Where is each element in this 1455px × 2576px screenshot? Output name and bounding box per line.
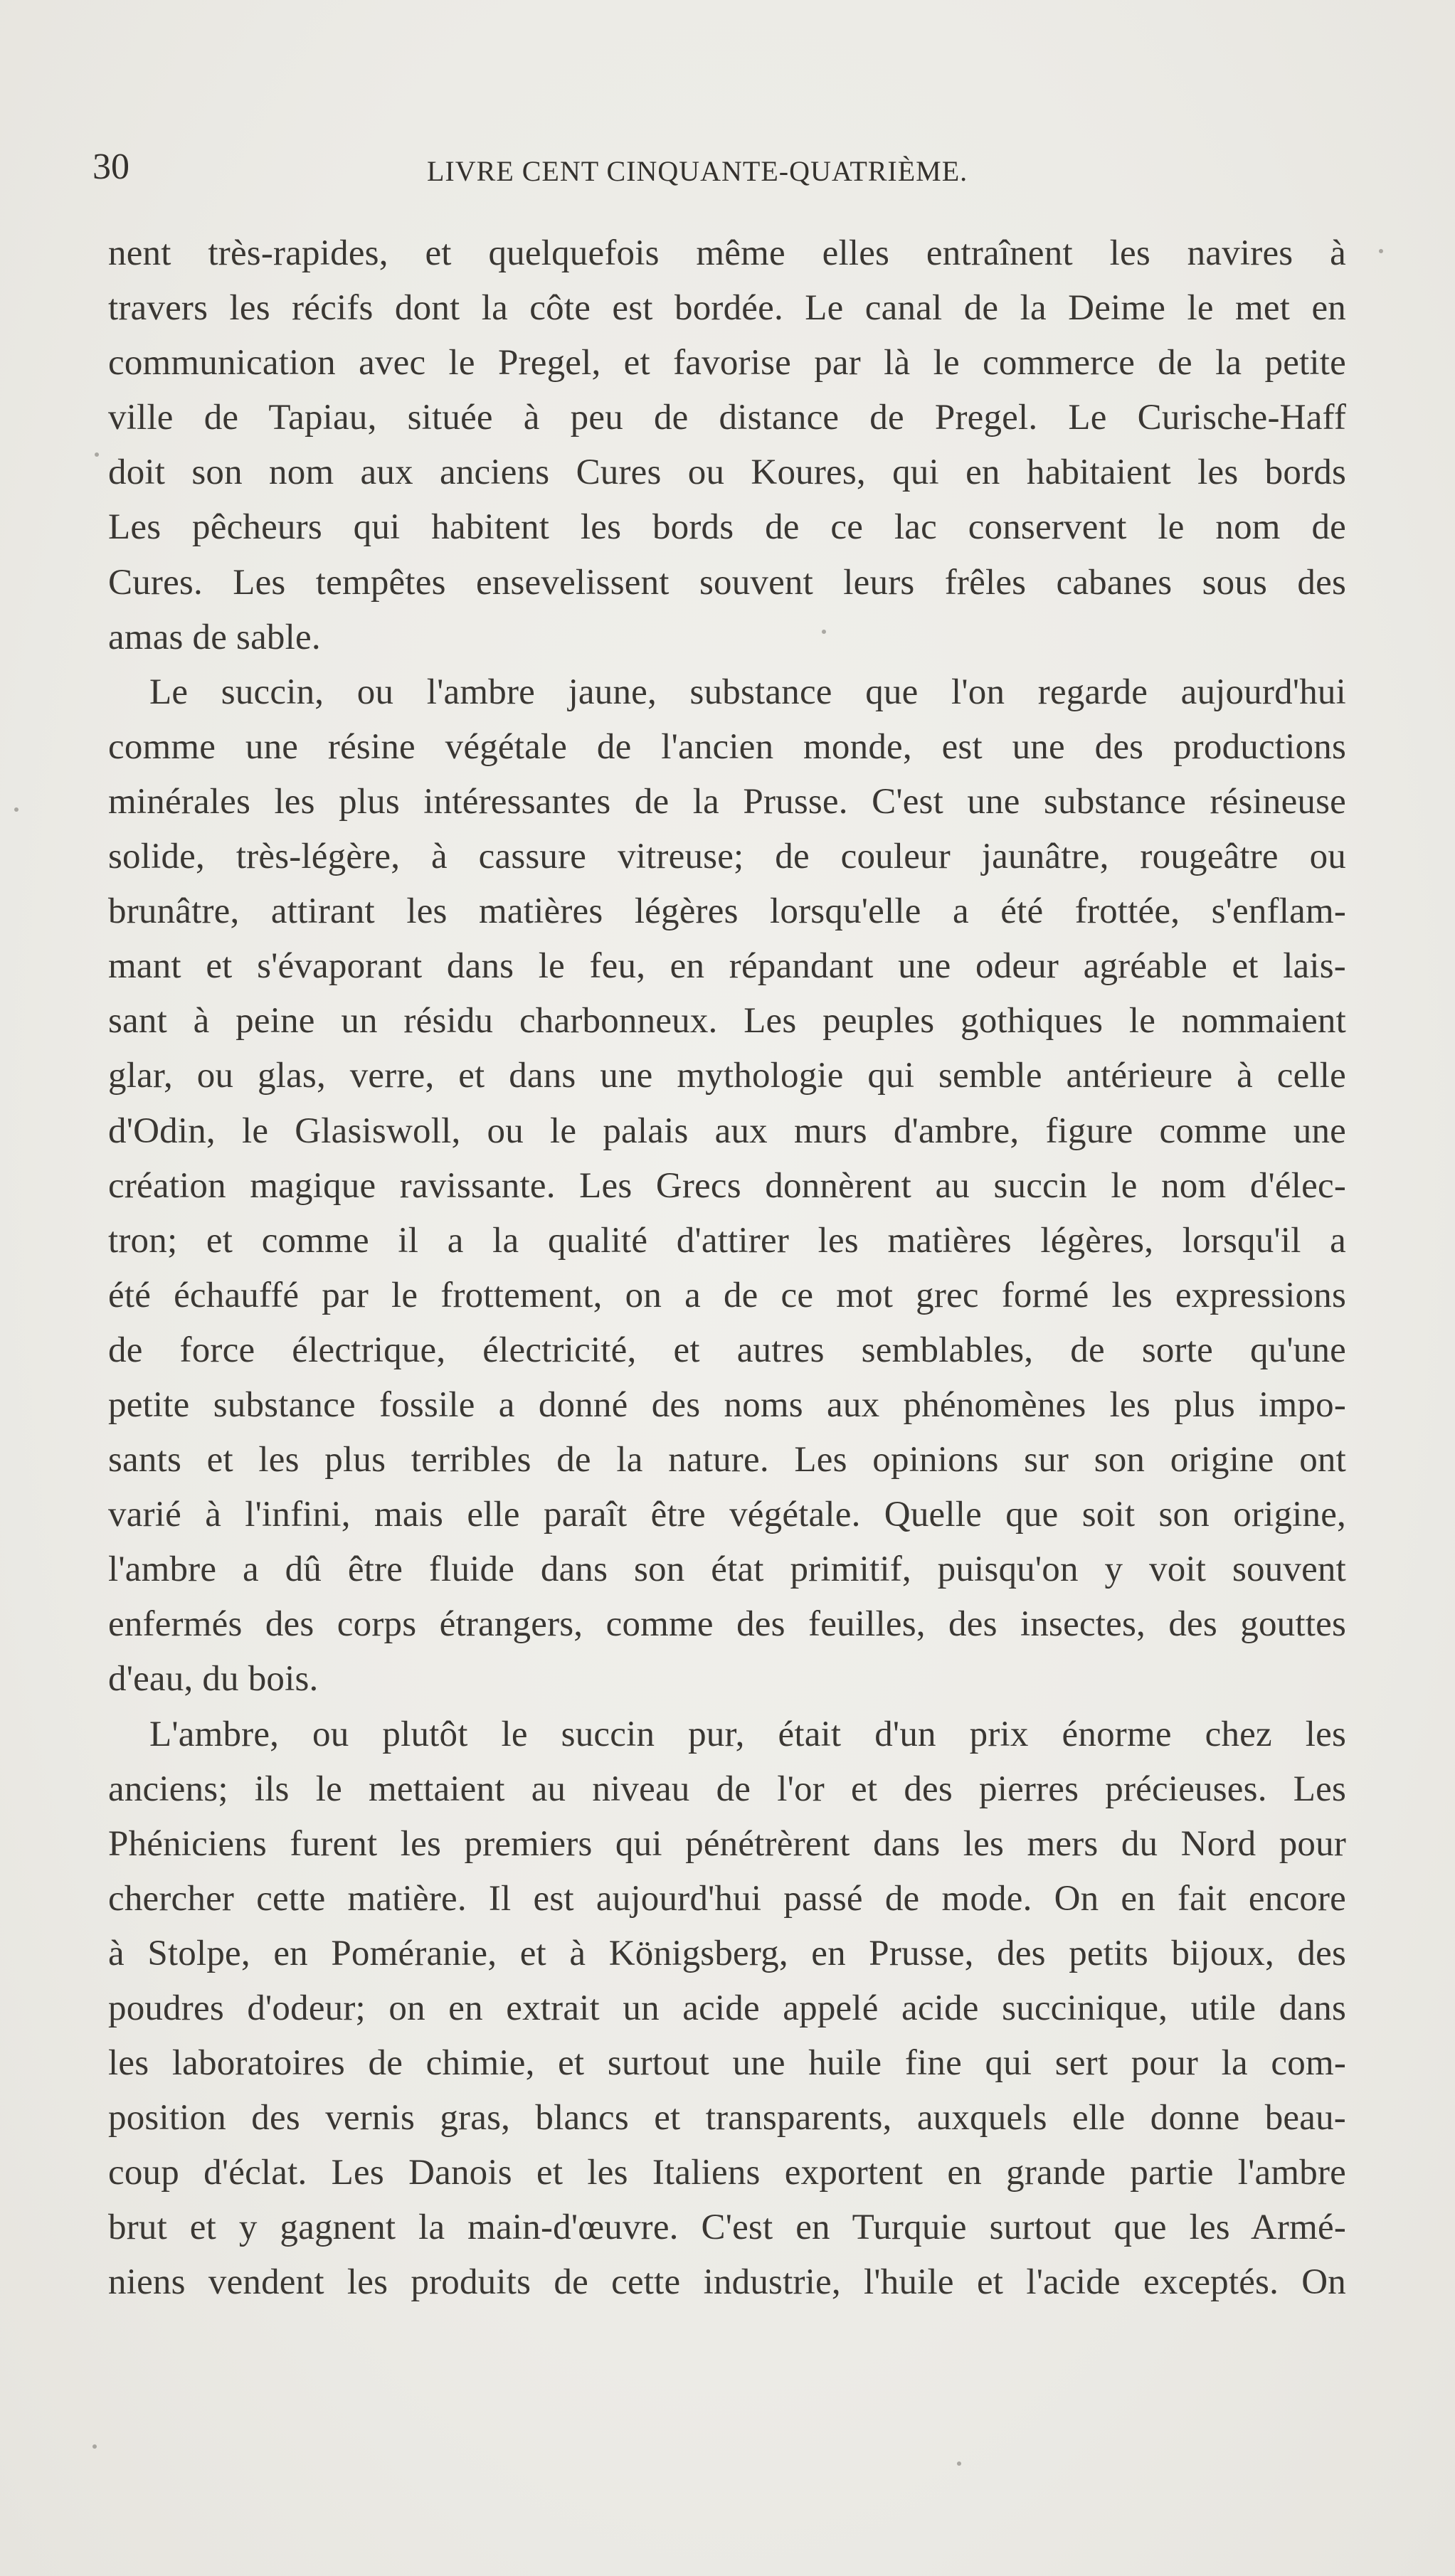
text-line: minérales les plus intéressantes de la Prusse. C'est une substance résineuse (108, 781, 1346, 822)
page-number: 30 (92, 147, 129, 187)
text-line: sant à peine un résidu charbonneux. Les peuples gothiques le nommaient (108, 1001, 1346, 1041)
paper-speck (14, 807, 18, 812)
running-title: LIVRE CENT CINQUANTE-QUATRIÈME. (427, 155, 968, 187)
text-line: mant et s'évaporant dans le feu, en répandant une odeur agréable et lais- (108, 946, 1346, 987)
text-line: travers les récifs dont la côte est bordée. Le canal de la Deime le met en (108, 288, 1346, 329)
text-line: comme une résine végétale de l'ancien monde, est une des productions (108, 726, 1346, 767)
text-line: amas de sable. (108, 617, 321, 657)
text-line: Cures. Les tempêtes ensevelissent souvent leurs frêles cabanes sous des (108, 562, 1346, 603)
paper-speck (95, 452, 99, 457)
text-line: brut et y gagnent la main-d'œuvre. C'est en Turquie surtout que les Armé- (108, 2207, 1346, 2248)
paper-speck (92, 2444, 97, 2449)
text-line: chercher cette matière. Il est aujourd'hui passé de mode. On en fait encore (108, 1878, 1346, 1919)
text-line: petite substance fossile a donné des noms aux phénomènes les plus impo- (108, 1384, 1346, 1425)
text-line: sants et les plus terribles de la nature. Les opinions sur son origine ont (108, 1440, 1346, 1480)
text-line: enfermés des corps étrangers, comme des feuilles, des insectes, des gouttes (108, 1604, 1346, 1645)
text-line: d'eau, du bois. (108, 1659, 319, 1700)
text-line: Les pêcheurs qui habitent les bords de ce lac conservent le nom de (108, 507, 1346, 548)
text-line: à Stolpe, en Poméranie, et à Königsberg, en Prusse, des petits bijoux, des (108, 1933, 1346, 1973)
page-header (92, 146, 1366, 189)
text-line: l'ambre a dû être fluide dans son état primitif, puisqu'on y voit souvent (108, 1549, 1346, 1590)
text-line: brunâtre, attirant les matières légères lorsqu'elle a été frottée, s'enflam- (108, 891, 1346, 932)
text-line: Phéniciens furent les premiers qui pénétrèrent dans les mers du Nord pour (108, 1823, 1346, 1864)
text-line: d'Odin, le Glasiswoll, ou le palais aux murs d'ambre, figure comme une (108, 1111, 1346, 1151)
text-line: création magique ravissante. Les Grecs donnèrent au succin le nom d'élec- (108, 1165, 1346, 1206)
text-line: poudres d'odeur; on en extrait un acide appelé acide succinique, utile dans (108, 1988, 1346, 2028)
text-line: glar, ou glas, verre, et dans une mythologie qui semble antérieure à celle (108, 1056, 1346, 1096)
text-line: coup d'éclat. Les Danois et les Italiens exportent en grande partie l'ambre (108, 2153, 1346, 2193)
text-line: Le succin, ou l'ambre jaune, substance que l'on regarde aujourd'hui (149, 672, 1346, 712)
paper-speck (957, 2461, 961, 2466)
text-line: les laboratoires de chimie, et surtout une huile fine qui sert pour la com- (108, 2043, 1346, 2084)
text-line: tron; et comme il a la qualité d'attirer les matières légères, lorsqu'il a (108, 1220, 1346, 1261)
text-line: varié à l'infini, mais elle paraît être végétale. Quelle que soit son origine, (108, 1495, 1346, 1535)
text-line: été échauffé par le frottement, on a de ce mot grec formé les expressions (108, 1275, 1346, 1315)
text-line: L'ambre, ou plutôt le succin pur, était d'un prix énorme chez les (149, 1714, 1346, 1754)
text-line: communication avec le Pregel, et favorise par là le commerce de la petite (108, 343, 1346, 383)
text-line: anciens; ils le mettaient au niveau de l'or et des pierres précieuses. Les (108, 1769, 1346, 1809)
text-line: niens vendent les produits de cette industrie, l'huile et l'acide exceptés. On (108, 2262, 1346, 2303)
text-line: de force électrique, électricité, et autres semblables, de sorte qu'une (108, 1330, 1346, 1370)
paper-speck (1379, 249, 1383, 253)
text-line: doit son nom aux anciens Cures ou Koures, qui en habitaient les bords (108, 452, 1346, 493)
text-line: ville de Tapiau, située à peu de distance de Pregel. Le Curische-Haff (108, 398, 1346, 438)
text-line: position des vernis gras, blancs et transparents, auxquels elle donne beau- (108, 2098, 1346, 2138)
text-line: solide, très-légère, à cassure vitreuse; de couleur jaunâtre, rougeâtre ou (108, 837, 1346, 877)
paper-speck (822, 630, 826, 634)
body-text (108, 226, 1346, 2311)
text-line: nent très-rapides, et quelquefois même elles entraînent les navires à (108, 233, 1346, 273)
